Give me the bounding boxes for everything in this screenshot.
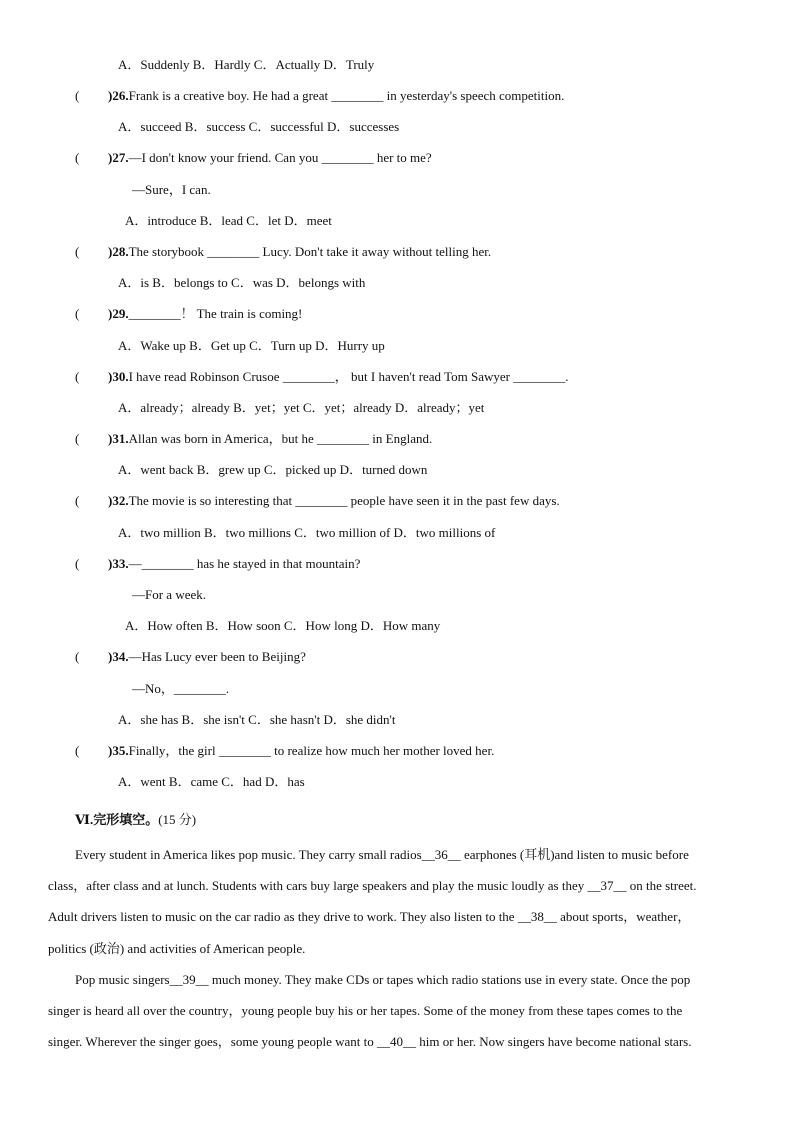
answer-paren: ( [75, 649, 80, 664]
question-number: )31. [108, 431, 129, 446]
answer-paren: ( [75, 150, 80, 165]
question-29 [108, 305, 302, 323]
answer-paren: ( [75, 743, 80, 758]
question-text: The movie is so interesting that ________ people have seen it in the past few days. [128, 493, 560, 508]
question-text: —Has Lucy ever been to Beijing? [128, 649, 306, 664]
question-text: Finally，the girl ________ to realize how much her mother loved her. [128, 743, 495, 758]
section-heading: Ⅵ.完形填空。 [75, 812, 159, 827]
question-text: —________ has he stayed in that mountain? [128, 556, 361, 571]
question-number: )30. [108, 369, 129, 384]
answer-paren: ( [75, 88, 80, 103]
question-text: —I don't know your friend. Can you ________ her to me? [128, 150, 432, 165]
section-score: (15 分) [158, 812, 197, 827]
answer-paren: ( [75, 244, 80, 259]
question-number: )26. [108, 88, 129, 103]
question-number: )29. [108, 306, 129, 321]
question-number: )33. [108, 556, 129, 571]
answer-paren: ( [75, 493, 80, 508]
question-32-options: A．two million B．two millions C．two million of D．two millions of [118, 525, 496, 540]
question-29-options: A．Wake up B．Get up C．Turn up D．Hurry up [118, 338, 385, 353]
question-27 [108, 149, 432, 167]
passage-line: politics (政治) and activities of American people. [48, 941, 306, 956]
question-28-options: A．is B．belongs to C．was D．belongs with [118, 275, 366, 290]
question-text: Allan was born in America，but he ________ in England. [128, 431, 433, 446]
question-34-options: A．she has B．she isn't C．she hasn't D．she didn't [118, 712, 396, 727]
question-number: )34. [108, 649, 129, 664]
question-text: ________！ The train is coming! [128, 306, 303, 321]
question-34-reply: —No，________. [132, 681, 230, 696]
answer-paren: ( [75, 556, 80, 571]
question-26-options: A．succeed B．success C．successful D．successes [118, 119, 400, 134]
question-text: The storybook ________ Lucy. Don't take it away without telling her. [128, 244, 492, 259]
passage-line: singer is heard all over the country，young people buy his or her tapes. Some of the money from these tapes comes to the [48, 1003, 683, 1018]
question-33-options: A．How often B．How soon C．How long D．How many [125, 618, 441, 633]
question-31-options: A．went back B．grew up C．picked up D．turned down [118, 462, 428, 477]
passage-line: Every student in America likes pop music. They carry small radios__36__ earphones (耳机)and listen to music before [75, 847, 689, 862]
question-30-options: A．already；already B．yet；yet C．yet；already D．already；yet [118, 400, 485, 415]
question-text: Frank is a creative boy. He had a great ________ in yesterday's speech competition. [128, 88, 565, 103]
question-number: )32. [108, 493, 129, 508]
question-33-reply: —For a week. [132, 587, 207, 602]
question-number: )27. [108, 150, 129, 165]
answer-paren: ( [75, 369, 80, 384]
answer-paren: ( [75, 431, 80, 446]
question-text: I have read Robinson Crusoe ________， but I haven't read Tom Sawyer ________. [128, 369, 569, 384]
answer-paren: ( [75, 306, 80, 321]
question-number: )35. [108, 743, 129, 758]
question-32 [108, 492, 560, 510]
question-31 [108, 430, 432, 448]
passage-line: Pop music singers__39__ much money. They make CDs or tapes which radio stations use in every state. Once the pop [75, 972, 691, 987]
passage-line: Adult drivers listen to music on the car radio as they drive to work. They also listen to the __38__ about sports，weather， [48, 909, 691, 924]
question-27-reply: —Sure，I can. [132, 182, 211, 197]
passage-line: singer. Wherever the singer goes，some young people want to __40__ him or her. Now singers have become national stars. [48, 1034, 692, 1049]
question-35 [108, 742, 494, 760]
question-34 [108, 648, 306, 666]
question-33 [108, 555, 360, 573]
question-26 [108, 87, 564, 105]
question-27-options: A．introduce B．lead C．let D．meet [125, 213, 332, 228]
question-28 [108, 243, 491, 261]
section-title [75, 811, 196, 829]
question-25-options: A．Suddenly B．Hardly C．Actually D．Truly [118, 57, 375, 72]
question-30 [108, 368, 568, 386]
question-number: )28. [108, 244, 129, 259]
passage-line: class，after class and at lunch. Students with cars buy large speakers and play the music loudly as they __37__ on the street. [48, 878, 697, 893]
question-35-options: A．went B．came C．had D．has [118, 774, 305, 789]
